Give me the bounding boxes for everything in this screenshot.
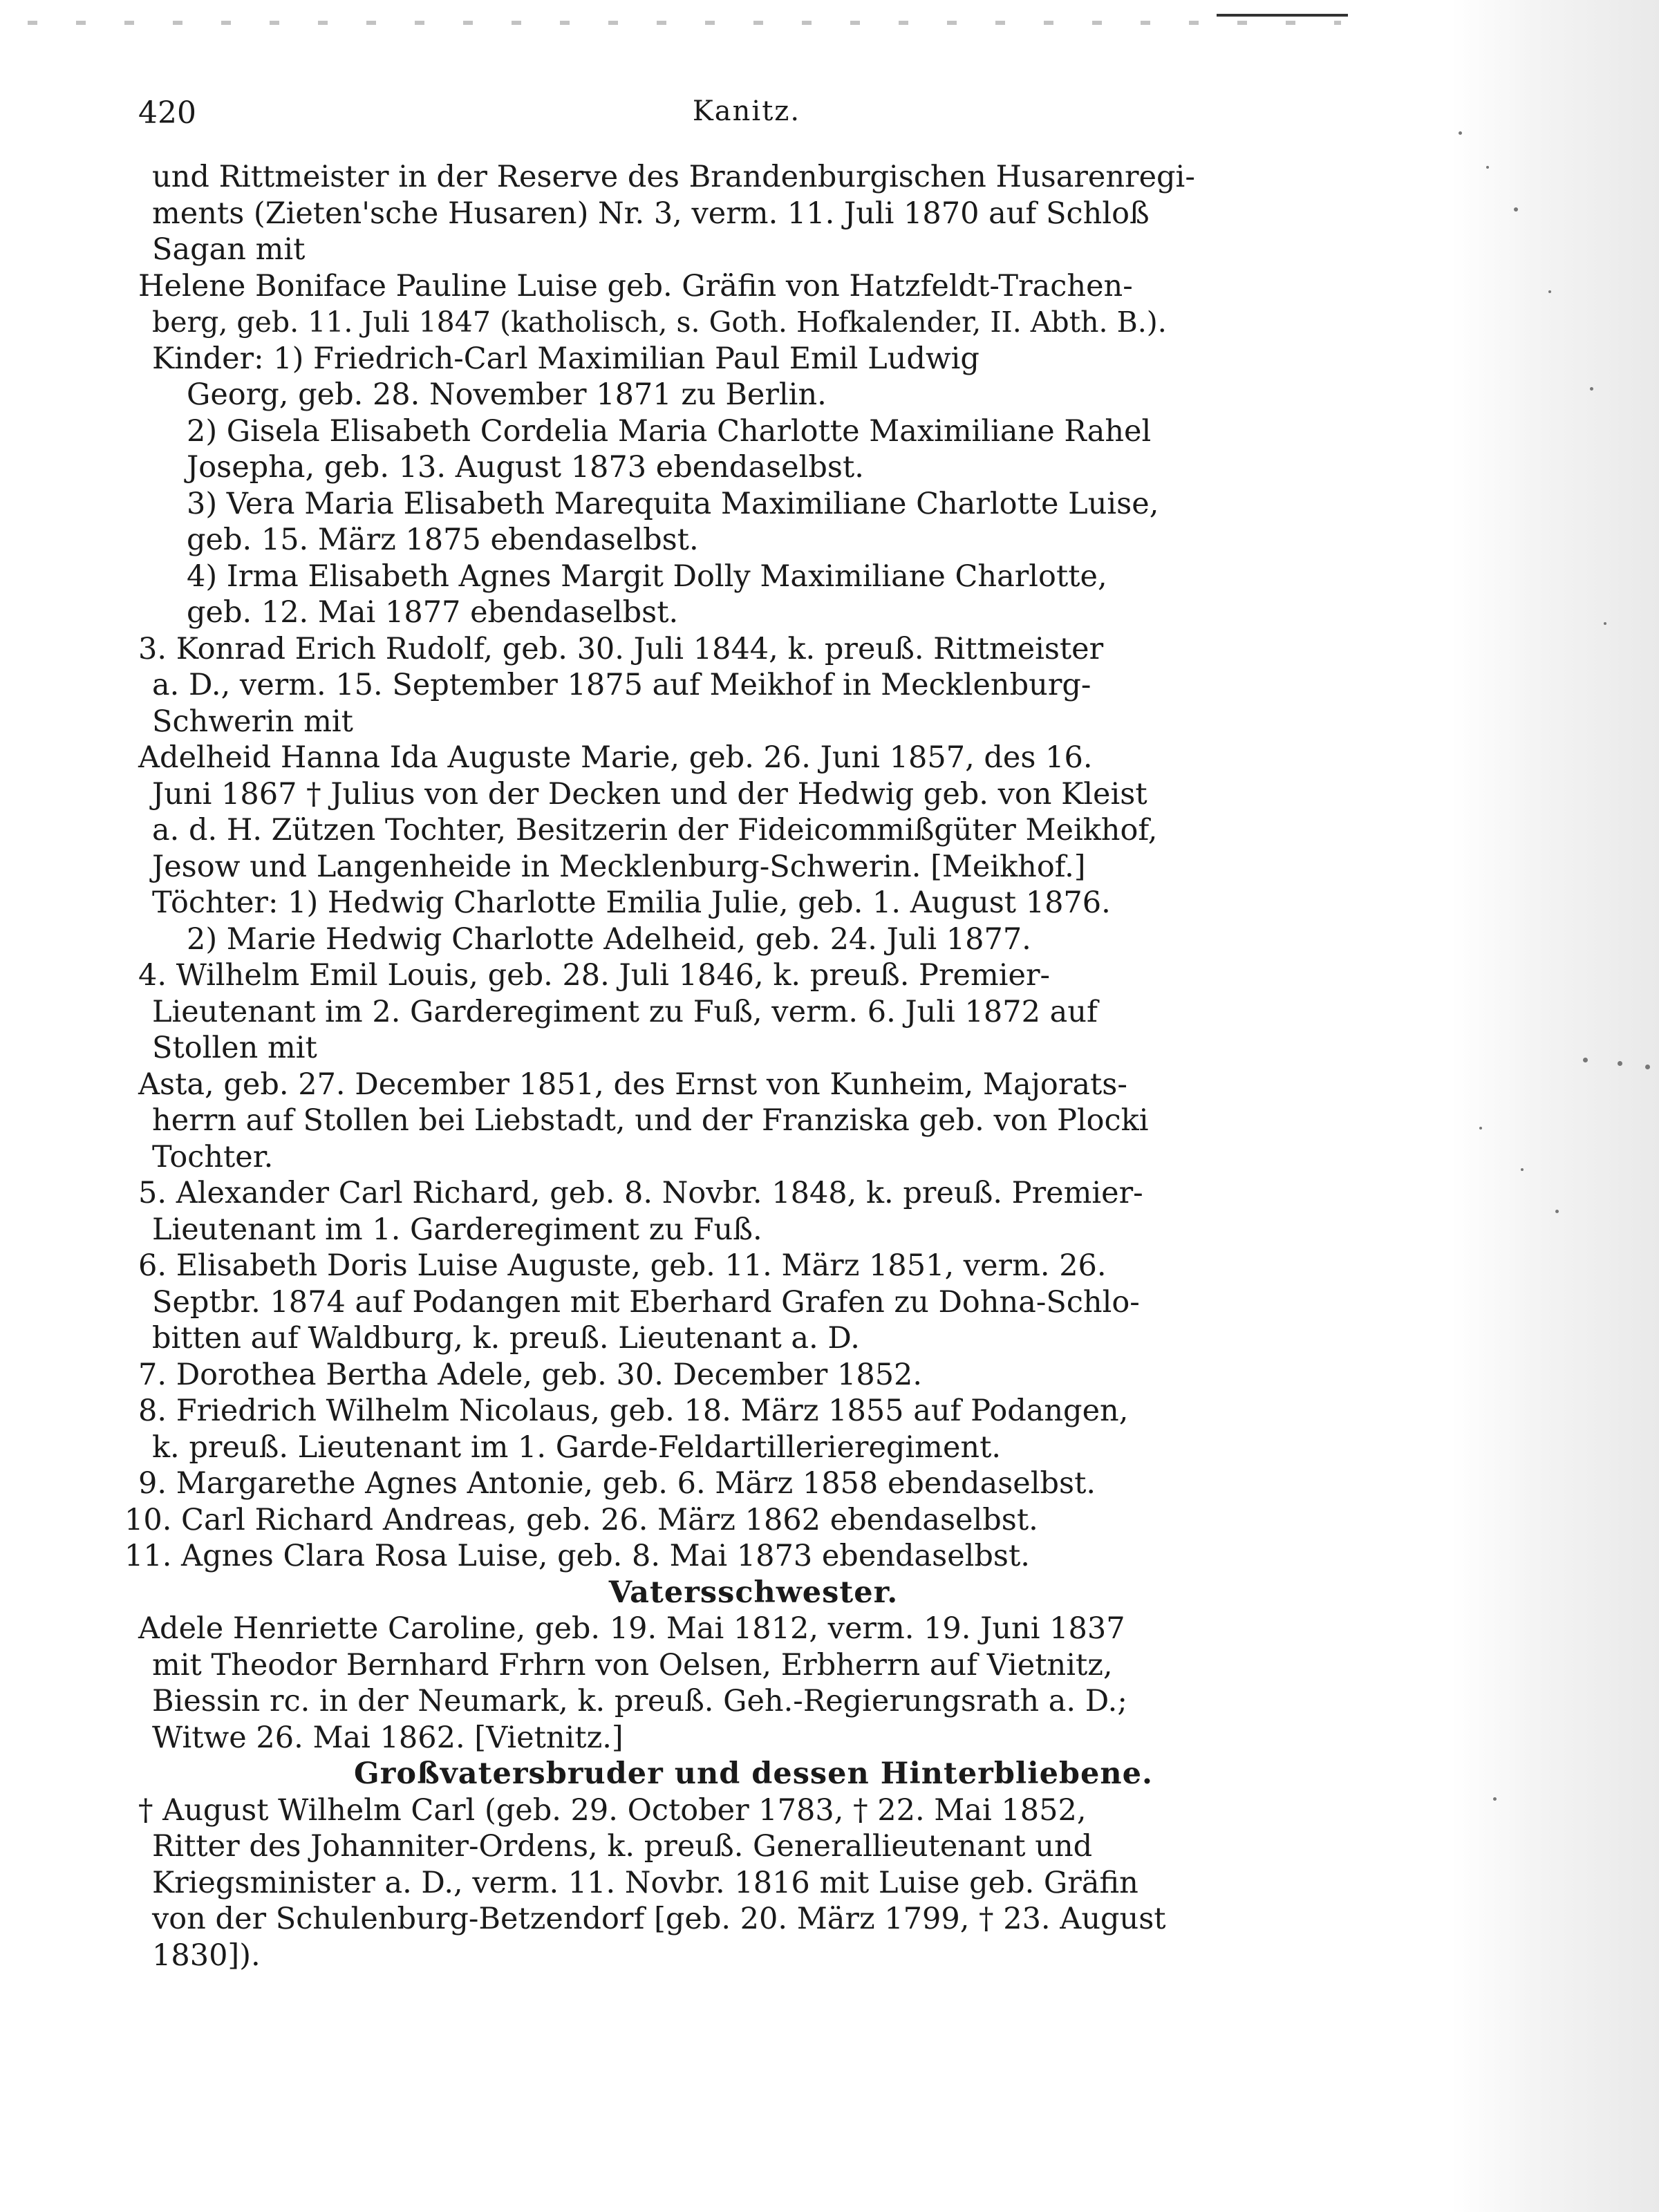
text-line: Josepha, geb. 13. August 1873 ebendaselbst.: [187, 450, 864, 485]
text-line: † August Wilhelm Carl (geb. 29. October 1783, † 22. Mai 1852,: [138, 1792, 1087, 1828]
text-line: k. preuß. Lieutenant im 1. Garde-Feldartillerieregiment.: [152, 1430, 1002, 1465]
text-line: Septbr. 1874 auf Podangen mit Eberhard Grafen zu Dohna-Schlo-: [152, 1284, 1140, 1320]
text-line: geb. 12. Mai 1877 ebendaselbst.: [187, 595, 679, 630]
text-line: a. d. H. Zützen Tochter, Besitzerin der Fideicommißgüter Meikhof,: [152, 813, 1158, 847]
text-line: 3. Konrad Erich Rudolf, geb. 30. Juli 1844, k. preuß. Rittmeister: [138, 631, 1104, 666]
text-line: Lieutenant im 2. Garderegiment zu Fuß, verm. 6. Juli 1872 auf: [152, 994, 1098, 1029]
text-line: Kinder: 1) Friedrich-Carl Maximilian Paul Emil Ludwig: [152, 341, 980, 376]
running-head: Kanitz.: [692, 95, 801, 127]
page-number: 420: [138, 95, 196, 131]
text-line: Ritter des Johanniter-Ordens, k. preuß. Generallieutenant und: [152, 1829, 1093, 1864]
body-text: [124, 159, 1355, 1974]
page-edge-shadow: [1452, 0, 1659, 2212]
top-dashed-rule: [28, 21, 1341, 25]
text-line: Lieutenant im 1. Garderegiment zu Fuß.: [152, 1212, 762, 1247]
text-line: a. D., verm. 15. September 1875 auf Meikhof in Mecklenburg-: [152, 668, 1091, 702]
text-line: Kriegsminister a. D., verm. 11. Novbr. 1816 mit Luise geb. Gräfin: [152, 1865, 1138, 1900]
section-heading: Vatersschwester.: [608, 1575, 899, 1610]
text-line: Georg, geb. 28. November 1871 zu Berlin.: [187, 377, 827, 412]
text-line: Stollen mit: [152, 1031, 317, 1065]
text-line: geb. 15. März 1875 ebendaselbst.: [187, 523, 699, 557]
text-line: mit Theodor Bernhard Frhrn von Oelsen, Erbherrn auf Vietnitz,: [152, 1647, 1113, 1683]
text-line: Juni 1867 † Julius von der Decken und der Hedwig geb. von Kleist: [152, 776, 1147, 812]
text-line: 1830]).: [152, 1938, 261, 1973]
text-line: Biessin rc. in der Neumark, k. preuß. Geh.-Regierungsrath a. D.;: [152, 1684, 1127, 1718]
text-line: Tochter.: [152, 1139, 274, 1174]
text-line: herrn auf Stollen bei Liebstadt, und der Franziska geb. von Plocki: [152, 1103, 1149, 1138]
page-header: [138, 95, 1355, 144]
text-line: Töchter: 1) Hedwig Charlotte Emilia Julie, geb. 1. August 1876.: [152, 885, 1111, 920]
text-line: Asta, geb. 27. December 1851, des Ernst von Kunheim, Majorats-: [138, 1067, 1127, 1102]
text-line: Helene Boniface Pauline Luise geb. Gräfin von Hatzfeldt-Trachen-: [138, 268, 1133, 303]
text-line: Jesow und Langenheide in Mecklenburg-Schwerin. [Meikhof.]: [152, 849, 1086, 884]
text-line: berg, geb. 11. Juli 1847 (katholisch, s. Goth. Hofkalender, II. Abth. B.).: [152, 306, 1167, 339]
text-line: Sagan mit: [152, 232, 306, 267]
text-line: 2) Gisela Elisabeth Cordelia Maria Charlotte Maximiliane Rahel: [187, 413, 1152, 449]
text-line: ments (Zieten'sche Husaren) Nr. 3, verm. 11. Juli 1870 auf Schloß: [152, 196, 1150, 231]
text-line: 4) Irma Elisabeth Agnes Margit Dolly Maximiliane Charlotte,: [187, 559, 1107, 594]
text-line: 4. Wilhelm Emil Louis, geb. 28. Juli 1846, k. preuß. Premier-: [138, 958, 1051, 993]
text-line: bitten auf Waldburg, k. preuß. Lieutenant a. D.: [152, 1321, 860, 1356]
text-line: 7. Dorothea Bertha Adele, geb. 30. December 1852.: [138, 1357, 923, 1392]
text-line: 9. Margarethe Agnes Antonie, geb. 6. März 1858 ebendaselbst.: [138, 1466, 1096, 1501]
text-line: 11. Agnes Clara Rosa Luise, geb. 8. Mai 1873 ebendaselbst.: [124, 1539, 1030, 1573]
text-line: und Rittmeister in der Reserve des Brandenburgischen Husarenregi-: [152, 160, 1195, 194]
text-line: 8. Friedrich Wilhelm Nicolaus, geb. 18. März 1855 auf Podangen,: [138, 1394, 1129, 1428]
text-line: Witwe 26. Mai 1862. [Vietnitz.]: [152, 1720, 624, 1755]
text-line: Adele Henriette Caroline, geb. 19. Mai 1812, verm. 19. Juni 1837: [138, 1611, 1125, 1646]
text-line: 3) Vera Maria Elisabeth Marequita Maximiliane Charlotte Luise,: [187, 486, 1159, 521]
text-line: 5. Alexander Carl Richard, geb. 8. Novbr. 1848, k. preuß. Premier-: [138, 1176, 1143, 1210]
text-line: Adelheid Hanna Ida Auguste Marie, geb. 26. Juni 1857, des 16.: [138, 740, 1093, 775]
text-line: 2) Marie Hedwig Charlotte Adelheid, geb. 24. Juli 1877.: [187, 921, 1031, 957]
text-line: Schwerin mit: [152, 704, 353, 739]
section-heading: Großvatersbruder und dessen Hinterbliebene.: [354, 1756, 1153, 1791]
text-line: 10. Carl Richard Andreas, geb. 26. März 1862 ebendaselbst.: [124, 1502, 1038, 1537]
text-line: 6. Elisabeth Doris Luise Auguste, geb. 11. März 1851, verm. 26.: [138, 1248, 1107, 1283]
top-solid-rule: [1217, 14, 1348, 17]
text-line: von der Schulenburg-Betzendorf [geb. 20. März 1799, † 23. August: [152, 1902, 1166, 1936]
